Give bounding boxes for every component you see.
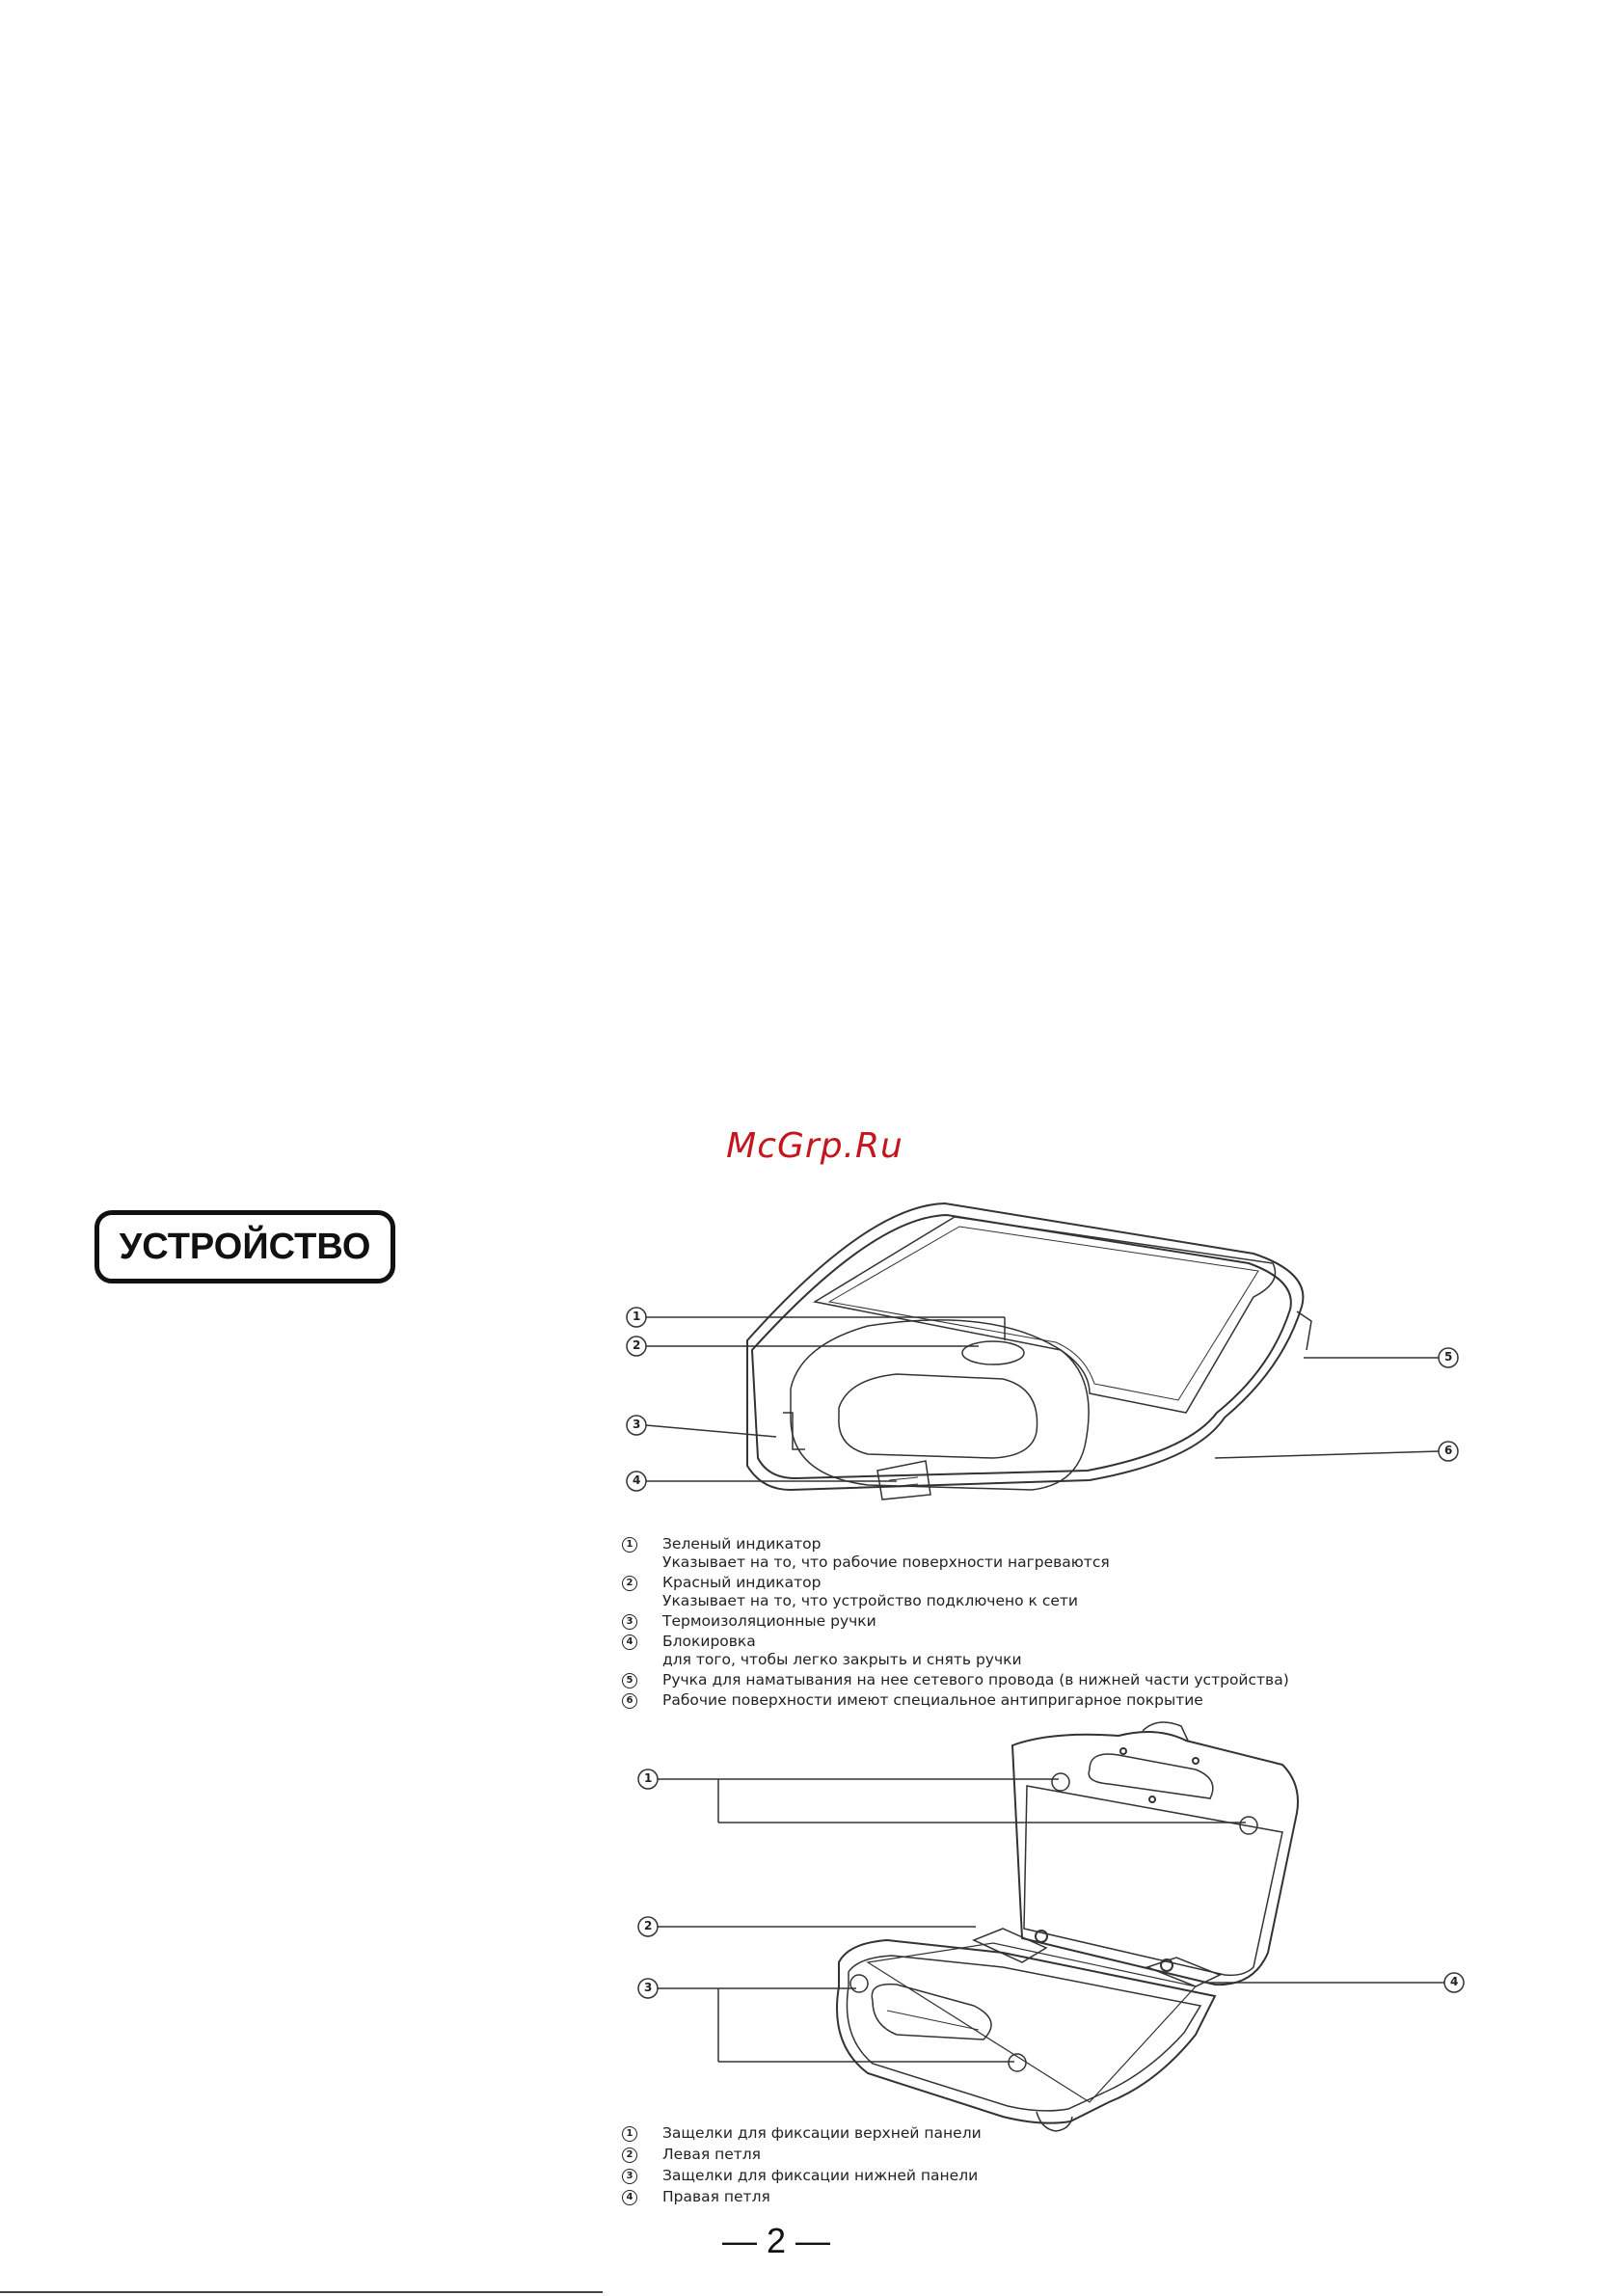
legend-subtitle: для того, чтобы легко закрыть и снять ручки	[662, 1651, 1022, 1668]
callout-4: 4	[1450, 1975, 1459, 1988]
legend-title: Термоизоляционные ручки	[662, 1612, 876, 1630]
legend-item	[622, 2167, 982, 2185]
legend-title: Зеленый индикатор	[662, 1535, 822, 1553]
legend-title: Блокировка	[662, 1633, 756, 1650]
watermark: McGrp.Ru	[726, 1126, 903, 1166]
legend-number: 3	[622, 2169, 637, 2184]
legend-title: Защелки для фиксации нижней панели	[662, 2167, 979, 2184]
legend-subtitle: Указывает на то, что рабочие поверхности нагреваются	[662, 1553, 1110, 1571]
legend-title: Правая петля	[662, 2188, 770, 2205]
legend-item	[622, 1612, 1289, 1631]
legend-number: 4	[622, 1634, 637, 1650]
legend-number: 5	[622, 1673, 637, 1688]
legend-title: Рабочие поверхности имеют специальное антипригарное покрытие	[662, 1691, 1203, 1709]
legend-subtitle: Указывает на то, что устройство подключено к сети	[662, 1592, 1078, 1609]
footer-divider	[0, 2291, 603, 2293]
callout-5: 5	[1444, 1350, 1453, 1364]
legend-number: 1	[622, 1537, 637, 1553]
legend-item	[622, 1671, 1289, 1689]
legend-number: 2	[622, 1576, 637, 1591]
legend-number: 4	[622, 2190, 637, 2205]
legend-item	[622, 1574, 1289, 1610]
legend-item	[622, 2124, 982, 2143]
section-title: УСТРОЙСТВО	[94, 1210, 395, 1283]
legend-number: 2	[622, 2147, 637, 2163]
legend-title: Ручка для наматывания на нее сетевого провода (в нижней части устройства)	[662, 1671, 1289, 1688]
callout-4: 4	[633, 1473, 641, 1487]
legend-number: 3	[622, 1614, 637, 1630]
page-number: — 2 —	[721, 2221, 831, 2260]
callout-2: 2	[644, 1919, 653, 1932]
callout-2: 2	[633, 1338, 641, 1352]
legend-item	[622, 2146, 982, 2164]
legend-item	[622, 1633, 1289, 1669]
legend-number: 6	[622, 1693, 637, 1709]
legend-title: Левая петля	[662, 2146, 762, 2163]
legend-closed-device	[622, 1535, 1289, 1712]
callout-1: 1	[644, 1771, 653, 1785]
legend-item	[622, 1535, 1289, 1572]
legend-title: Красный индикатор	[662, 1574, 822, 1591]
legend-title: Защелки для фиксации верхней панели	[662, 2124, 982, 2142]
callout-6: 6	[1444, 1444, 1453, 1457]
callout-3: 3	[644, 1981, 653, 1994]
legend-item	[622, 1691, 1289, 1710]
callout-1: 1	[633, 1310, 641, 1323]
legend-item	[622, 2188, 982, 2206]
callout-3: 3	[633, 1418, 641, 1431]
legend-number: 1	[622, 2126, 637, 2142]
legend-open-device	[622, 2124, 982, 2209]
